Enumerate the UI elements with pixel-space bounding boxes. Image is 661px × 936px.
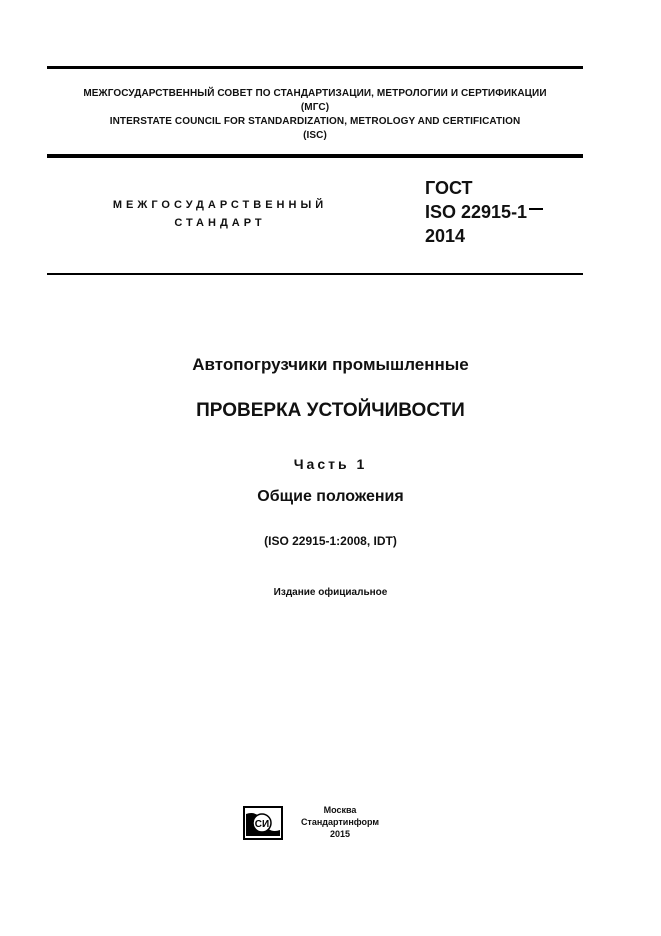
gost-number: ISO 22915-1 xyxy=(425,202,528,222)
iso-reference: (ISO 22915-1:2008, IDT) xyxy=(264,534,397,548)
document-title-line2: ПРОВЕРКА УСТОЙЧИВОСТИ xyxy=(196,400,465,421)
standard-type xyxy=(95,196,345,232)
council-ru-abbr: (МГС) xyxy=(300,102,330,113)
publisher-city: Москва xyxy=(323,805,357,815)
gost-label: ГОСТ xyxy=(425,178,473,198)
publisher-name: Стандартинформ xyxy=(300,817,380,827)
gost-number-line xyxy=(425,200,543,224)
part-subtitle: Общие положения xyxy=(257,488,404,505)
council-en-name: INTERSTATE COUNCIL FOR STANDARDIZATION, METROLOGY AND CERTIFICATION xyxy=(109,116,521,127)
document-title-line1: Автопогрузчики промышленные xyxy=(192,355,469,374)
header-divider xyxy=(47,154,583,158)
council-en-abbr: (ISC) xyxy=(303,130,327,141)
standard-type-line1: МЕЖГОСУДАРСТВЕННЫЙ xyxy=(112,199,328,211)
council-header xyxy=(47,87,583,143)
gost-designation xyxy=(425,176,543,248)
publisher-info xyxy=(292,804,388,840)
part-number: Часть 1 xyxy=(293,456,368,472)
logo-letters: СИ xyxy=(254,819,270,830)
gost-year: 2014 xyxy=(425,226,466,246)
council-ru-name: МЕЖГОСУДАРСТВЕННЫЙ СОВЕТ ПО СТАНДАРТИЗАЦИИ, МЕТРОЛОГИИ И СЕРТИФИКАЦИИ xyxy=(83,88,547,99)
top-rule xyxy=(47,66,583,69)
edition-note: Издание официальное xyxy=(273,587,388,598)
standartinform-logo-icon xyxy=(243,806,283,840)
designation-divider xyxy=(47,273,583,275)
standard-type-line2: СТАНДАРТ xyxy=(174,217,266,229)
publisher-year: 2015 xyxy=(329,829,351,839)
dash-mark xyxy=(529,208,543,210)
